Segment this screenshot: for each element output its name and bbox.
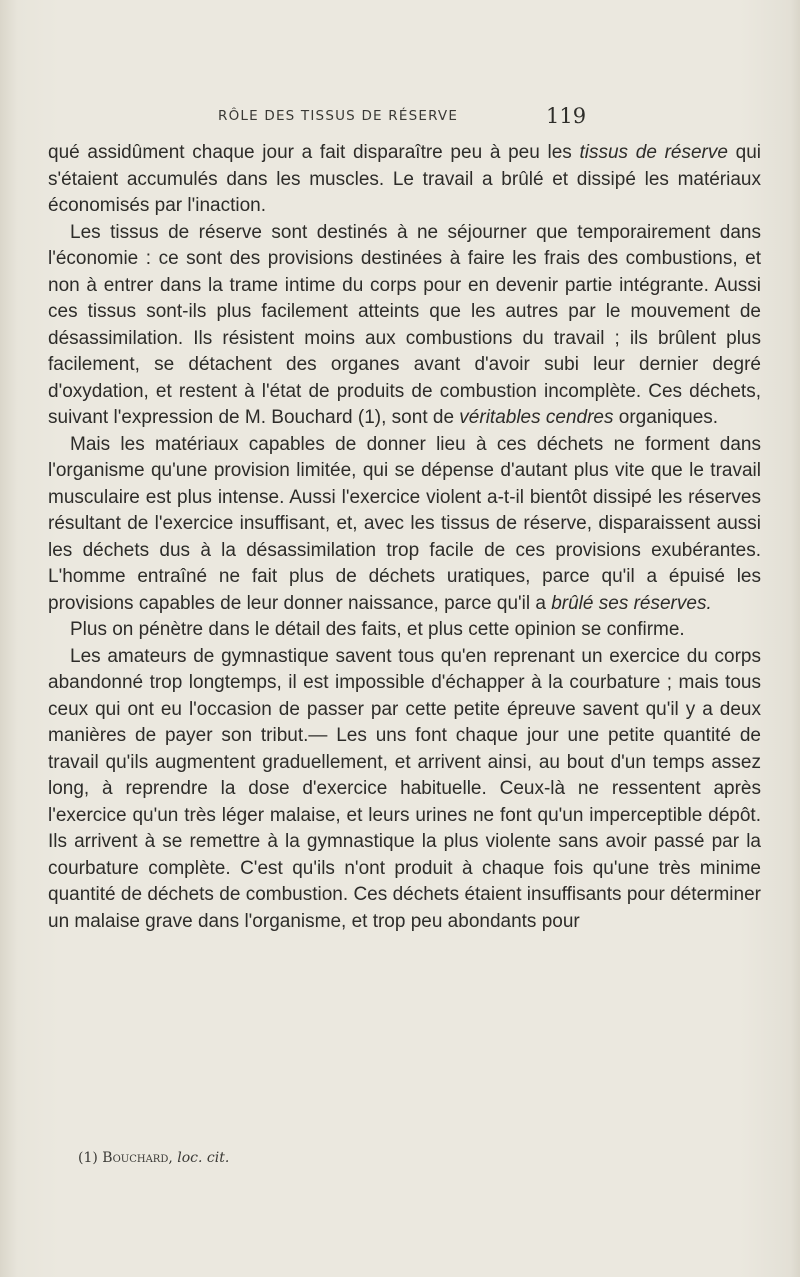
paragraph-text: Les tissus de réserve sont destinés à ne séjourner que temporairement dans l'économie : ce sont des provisions destinées à faire les frais des combustions, et non à entrer dans la trame intime du corps pour en devenir partie intégrante. Aussi ces tissus sont-ils plus facilement atteints que les autres par le mouvement de désassimilation. Ils résistent moins aux combustions du travail ; ils brûlent plus facilement, se détachent des organes avant d'avoir subi leur dernier degré d'oxydation, et restent à l'état de produits de combustion incomplète. Ces déchets, suivant l'expression de M. Bouchard (1), sont de: [48, 221, 761, 428]
paragraph-text: Mais les matériaux capables de donner lieu à ces déchets ne forment dans l'organisme qu'une provision limitée, qui se dépense d'autant plus vite que le travail musculaire est plus intense. Aussi l'exercice violent a-t-il bientôt dissipé les réserves résultant de l'exercice insuffisant, et, avec les tissus de réserve, disparaissent aussi les déchets dus à la désassimilation trop facile de ces provisions exubérantes. L'homme entraîné ne fait plus de déchets uratiques, parce qu'il a épuisé les provisions capables de leur donner naissance, parce qu'il a: [48, 433, 761, 614]
footnote-marker: (1): [78, 1150, 103, 1166]
paragraph-text: organiques.: [613, 407, 719, 428]
page-header: [0, 104, 800, 134]
emphasis-text: véritables cendres: [459, 407, 614, 428]
footnote-separator: ,: [168, 1150, 178, 1166]
paragraph-text: qui s'étaient accumulés dans les muscles. Le travail a brûlé et dissipé les matériaux économisés par l'inaction.: [48, 142, 761, 216]
paragraph-4: [48, 617, 761, 644]
paragraph-text: qué assidûment chaque jour a fait disparaître peu à peu les: [48, 142, 580, 163]
body-text: [48, 140, 761, 935]
emphasis-text: tissus de réserve: [579, 142, 728, 163]
running-title: RÔLE DES TISSUS DE RÉSERVE: [218, 108, 459, 124]
paragraph-3: [48, 432, 761, 618]
paragraph-1: [48, 140, 761, 220]
footnote-reference: loc. cit.: [177, 1150, 230, 1166]
footnote-author: Bouchard: [102, 1150, 169, 1166]
paragraph-text: Les amateurs de gymnastique savent tous qu'en reprenant un exercice du corps abandonné trop longtemps, il est impossible d'échapper à la courbature ; mais tous ceux qui ont eu l'occasion de passer par cette petite épreuve savent qu'il y a deux manières de payer son tribut.— Les uns font chaque jour une petite quantité de travail qu'ils augmentent graduellement, et arrivent ainsi, au bout d'un temps assez long, à reprendre la dose d'exercice habituelle. Ceux-là ne ressentent après l'exercice qu'un très léger malaise, et leurs urines ne font qu'un imperceptible dépôt. Ils arrivent à se remettre à la gymnastique la plus violente sans avoir passé par la courbature complète. C'est qu'ils n'ont produit à chaque fois qu'une très minime quantité de déchets de combustion. Ces déchets étaient insuffisants pour déterminer un malaise grave dans l'organisme, et trop peu abondants pour: [48, 645, 761, 932]
paragraph-text: Plus on pénètre dans le détail des faits, et plus cette opinion se confirme.: [70, 619, 685, 640]
footnote: [78, 1150, 229, 1166]
paragraph-2: [48, 220, 761, 432]
paragraph-5: [48, 644, 761, 936]
emphasis-text: brûlé ses réserves.: [551, 592, 712, 614]
page-number: 119: [546, 104, 587, 128]
